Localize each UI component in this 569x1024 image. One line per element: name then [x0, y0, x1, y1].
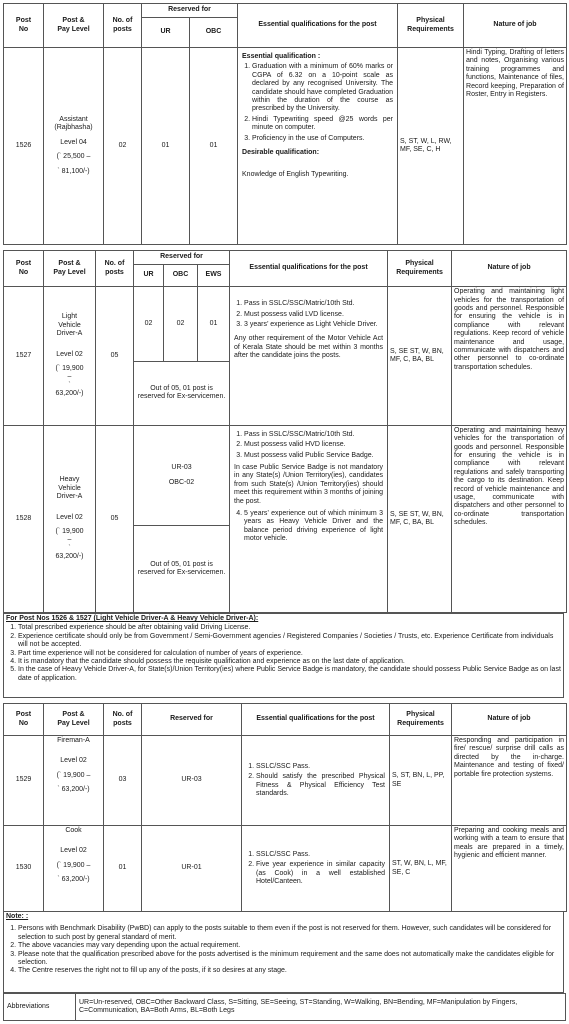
- obc-header: OBC: [190, 18, 238, 48]
- job-nature: Responding and participation in fire/ rescue/ surprise drill calls as directed by the in-charge. Maintenance and testing of fixed/ portable fire protection systems.: [452, 736, 567, 826]
- qualification-cell: 1. Pass in SSLC/SSC/Matric/10th Std. 2. Must possess valid LVD license. 3. 3 years’ experience as Light Vehicle Driver. Any other requirement of the Motor Vehicle Act of Kerala State should be met within 3 months after the candidate joins the posts.: [230, 287, 388, 426]
- nature-header: Nature of job: [464, 4, 567, 48]
- reserved-header: Reserved for: [142, 704, 242, 736]
- table-row: [4, 287, 567, 361]
- physical-header: Physical Requirements: [388, 251, 452, 287]
- posts-count: 05: [96, 425, 134, 612]
- list-item: 2. The above vacancies may vary depending upon the actual requirement.: [18, 942, 561, 950]
- nature-header: Nature of job: [452, 704, 567, 736]
- reserved-split: UR-03 OBC-02: [134, 425, 230, 526]
- reserved-value: UR-03: [142, 736, 242, 826]
- job-nature: Operating and maintaining heavy vehicles for the transportation of goods and personnel. Responsible for ensuring the vehicle is in compliance with relevant regulations and safely transporting the cargo to its destination. Keep record of vehicle maintenance and usage, communicate with dispatchers and other personnel to co-ordinate transportation schedules.: [452, 425, 567, 612]
- table-row: [4, 48, 567, 245]
- post-pay-cell: Assistant (Rajbhasha) Level 04 (` 25,500 – ` 81,100/-): [44, 48, 104, 245]
- post-no-header: Post No: [4, 251, 44, 287]
- list-item: 2. Experience certificate should only be from Government / Semi-Government agencies / Registered Companies / Societies / Trusts, etc. Experience Certificate from individuals will not be accepted.: [18, 633, 561, 650]
- ews-count: 01: [198, 287, 230, 361]
- job-nature: Preparing and cooking meals and working with a team to ensure that meals are prepared in a timely, hygienic and efficient manner.: [452, 826, 567, 912]
- physical-requirements: S, ST, BN, L, PP, SE: [390, 736, 452, 826]
- obc-header: OBC: [164, 265, 198, 287]
- driver-notes: [3, 613, 564, 698]
- reserved-header: Reserved for: [142, 4, 238, 18]
- no-posts-header: No. of posts: [104, 4, 142, 48]
- post-number: 1528: [4, 425, 44, 612]
- qual-header: Essential qualifications for the post: [238, 4, 398, 48]
- driver-notes-title: For Post Nos 1526 & 1527 (Light Vehicle Driver-A & Heavy Vehicle Driver-A):: [6, 615, 259, 622]
- posts-count: 01: [104, 826, 142, 912]
- obc-count: 01: [190, 48, 238, 245]
- physical-header: Physical Requirements: [390, 704, 452, 736]
- post-pay-cell: Cook Level 02 (` 19,900 – ` 63,200/-): [44, 826, 104, 912]
- posts-count: 02: [104, 48, 142, 245]
- table-row: [4, 736, 567, 826]
- post-number: 1526: [4, 48, 44, 245]
- ews-header: EWS: [198, 265, 230, 287]
- no-posts-header: No. of posts: [96, 251, 134, 287]
- post-pay-cell: Heavy Vehicle Driver-A Level 02 (` 19,900 – ` 63,200/-): [44, 425, 96, 612]
- physical-requirements: S, SE ST, W, BN, MF, C, BA, BL: [388, 425, 452, 612]
- reserved-header: Reserved for: [134, 251, 230, 265]
- post-number: 1529: [4, 736, 44, 826]
- list-item: 5. In the case of Heavy Vehicle Driver-A, for State(s)/Union Territory(ies) where Public Service Badge is mandatory, the candidate should possess Public Service Badge as on last date of application.: [18, 666, 561, 683]
- list-item: 4. The Centre reserves the right not to fill up any of the posts, if it so desires at any stage.: [18, 967, 561, 975]
- abbreviations-text: UR=Un-reserved, OBC=Other Backward Class, S=Sitting, SE=Seeing, ST=Standing, W=Walking, BN=Bending, MF=Manipulation by Fingers, C=Communication, BA=Both Arms, BL=Both Legs: [76, 994, 566, 1021]
- posts-count: 05: [96, 287, 134, 426]
- physical-requirements: S, SE ST, W, BN, MF, C, BA, BL: [388, 287, 452, 426]
- qualification-cell: 1. SSLC/SSC Pass. 2. Five year experience in similar capacity (as Cook) in a well established Hotel/Canteen.: [242, 826, 390, 912]
- abbreviations-label: Abbreviations: [4, 994, 76, 1021]
- table-header: [4, 704, 567, 736]
- table-row: [4, 826, 567, 912]
- list-item: 4. It is mandatory that the candidate should possess the requisite qualification and experience as on the last date of application.: [18, 658, 561, 666]
- list-item: 1. Total prescribed experience should be after obtaining valid Driving License.: [18, 624, 561, 632]
- job-nature: Operating and maintaining light vehicles for the transportation of goods and personnel. Responsible for ensuring the vehicle is in compliance with relevant regulations. Keep record of vehicle maintenance and usage, communicate with dispatchers and other personnel to co-ordinate transportation schedules.: [452, 287, 567, 426]
- qualification-cell: Essential qualification : 1. Graduation with a minimum of 60% marks or CGPA of 6.32 on a 10-point scale as declared by any recognised University. The candidate should have completed Graduation within the duration of the course as prescribed by the University. 2. Hindi Typewriting speed @25 words per minute on computer. 3. Proficiency in the use of Computers. Desirable qualification: Knowledge of English Typewriting.: [238, 48, 398, 245]
- post-pay-header: Post & Pay Level: [44, 704, 104, 736]
- job-nature: Hindi Typing, Drafting of letters and notes, Organising various training programmes and functions, Maintenance of files, Record keeping, Preparation of Roster, Entry in Registers.: [464, 48, 567, 245]
- post-pay-cell: Light Vehicle Driver-A Level 02 (` 19,900 – ` 63,200/-): [44, 287, 96, 426]
- abbreviations-table: [3, 993, 566, 1021]
- list-item: 1. Persons with Benchmark Disability (PwBD) can apply to the posts suitable to them even if the post is not reserved for them. However, such candidates will be considered for selection to such post by general standard of merit.: [18, 925, 561, 942]
- driver-posts-table: [3, 250, 567, 613]
- exservicemen-note: Out of 05, 01 post is reserved for Ex-servicemen.: [134, 361, 230, 425]
- ur-count: 01: [142, 48, 190, 245]
- table-row: [4, 425, 567, 526]
- post-no-header: Post No: [4, 4, 44, 48]
- general-notes: [3, 911, 564, 993]
- obc-count: 02: [164, 287, 198, 361]
- post-no-header: Post No: [4, 704, 44, 736]
- post-number: 1527: [4, 287, 44, 426]
- qual-header: Essential qualifications for the post: [230, 251, 388, 287]
- fireman-cook-table: [3, 703, 567, 912]
- notes-title: Note: :: [6, 913, 29, 920]
- table-header: [4, 4, 567, 18]
- reserved-value: UR-01: [142, 826, 242, 912]
- list-item: 3. Part time experience will not be considered for calculation of number of years of experience.: [18, 650, 561, 658]
- no-posts-header: No. of posts: [104, 704, 142, 736]
- physical-requirements: S, ST, W, L, RW, MF, SE, C, H: [398, 48, 464, 245]
- ur-header: UR: [142, 18, 190, 48]
- post-pay-header: Post & Pay Level: [44, 4, 104, 48]
- post-1526-table: [3, 3, 567, 245]
- post-pay-header: Post & Pay Level: [44, 251, 96, 287]
- qual-header: Essential qualifications for the post: [242, 704, 390, 736]
- exservicemen-note: Out of 05, 01 post is reserved for Ex-servicemen.: [134, 526, 230, 613]
- ur-count: 02: [134, 287, 164, 361]
- ur-header: UR: [134, 265, 164, 287]
- post-number: 1530: [4, 826, 44, 912]
- physical-header: Physical Requirements: [398, 4, 464, 48]
- post-pay-cell: Fireman-A Level 02 (` 19,900 – ` 63,200/-): [44, 736, 104, 826]
- nature-header: Nature of job: [452, 251, 567, 287]
- qualification-cell: 1. Pass in SSLC/SSC/Matric/10th Std. 2. Must possess valid HVD license. 3. Must possess valid Public Service Badge. In case Public Service Badge is not mandatory in any State(s) /Union Territory(ies), candidates from such State(s) /Union Territory(ies) should meet this requirement within 3 months of joining the post. 4. 5 years’ experience out of which minimum 3 years as Heavy Vehicle Driver and the balance period driving experience of light motor vehicle.: [230, 425, 388, 612]
- posts-count: 03: [104, 736, 142, 826]
- table-header: [4, 251, 567, 265]
- qualification-cell: 1. SSLC/SSC Pass. 2. Should satisfy the prescribed Physical Fitness & Physical Efficiency Test standards.: [242, 736, 390, 826]
- list-item: 3. Please note that the qualification prescribed above for the posts advertised is the minimum requirement and the same does not automatically make the candidates eligible for selection.: [18, 951, 561, 968]
- physical-requirements: ST, W, BN, L, MF, SE, C: [390, 826, 452, 912]
